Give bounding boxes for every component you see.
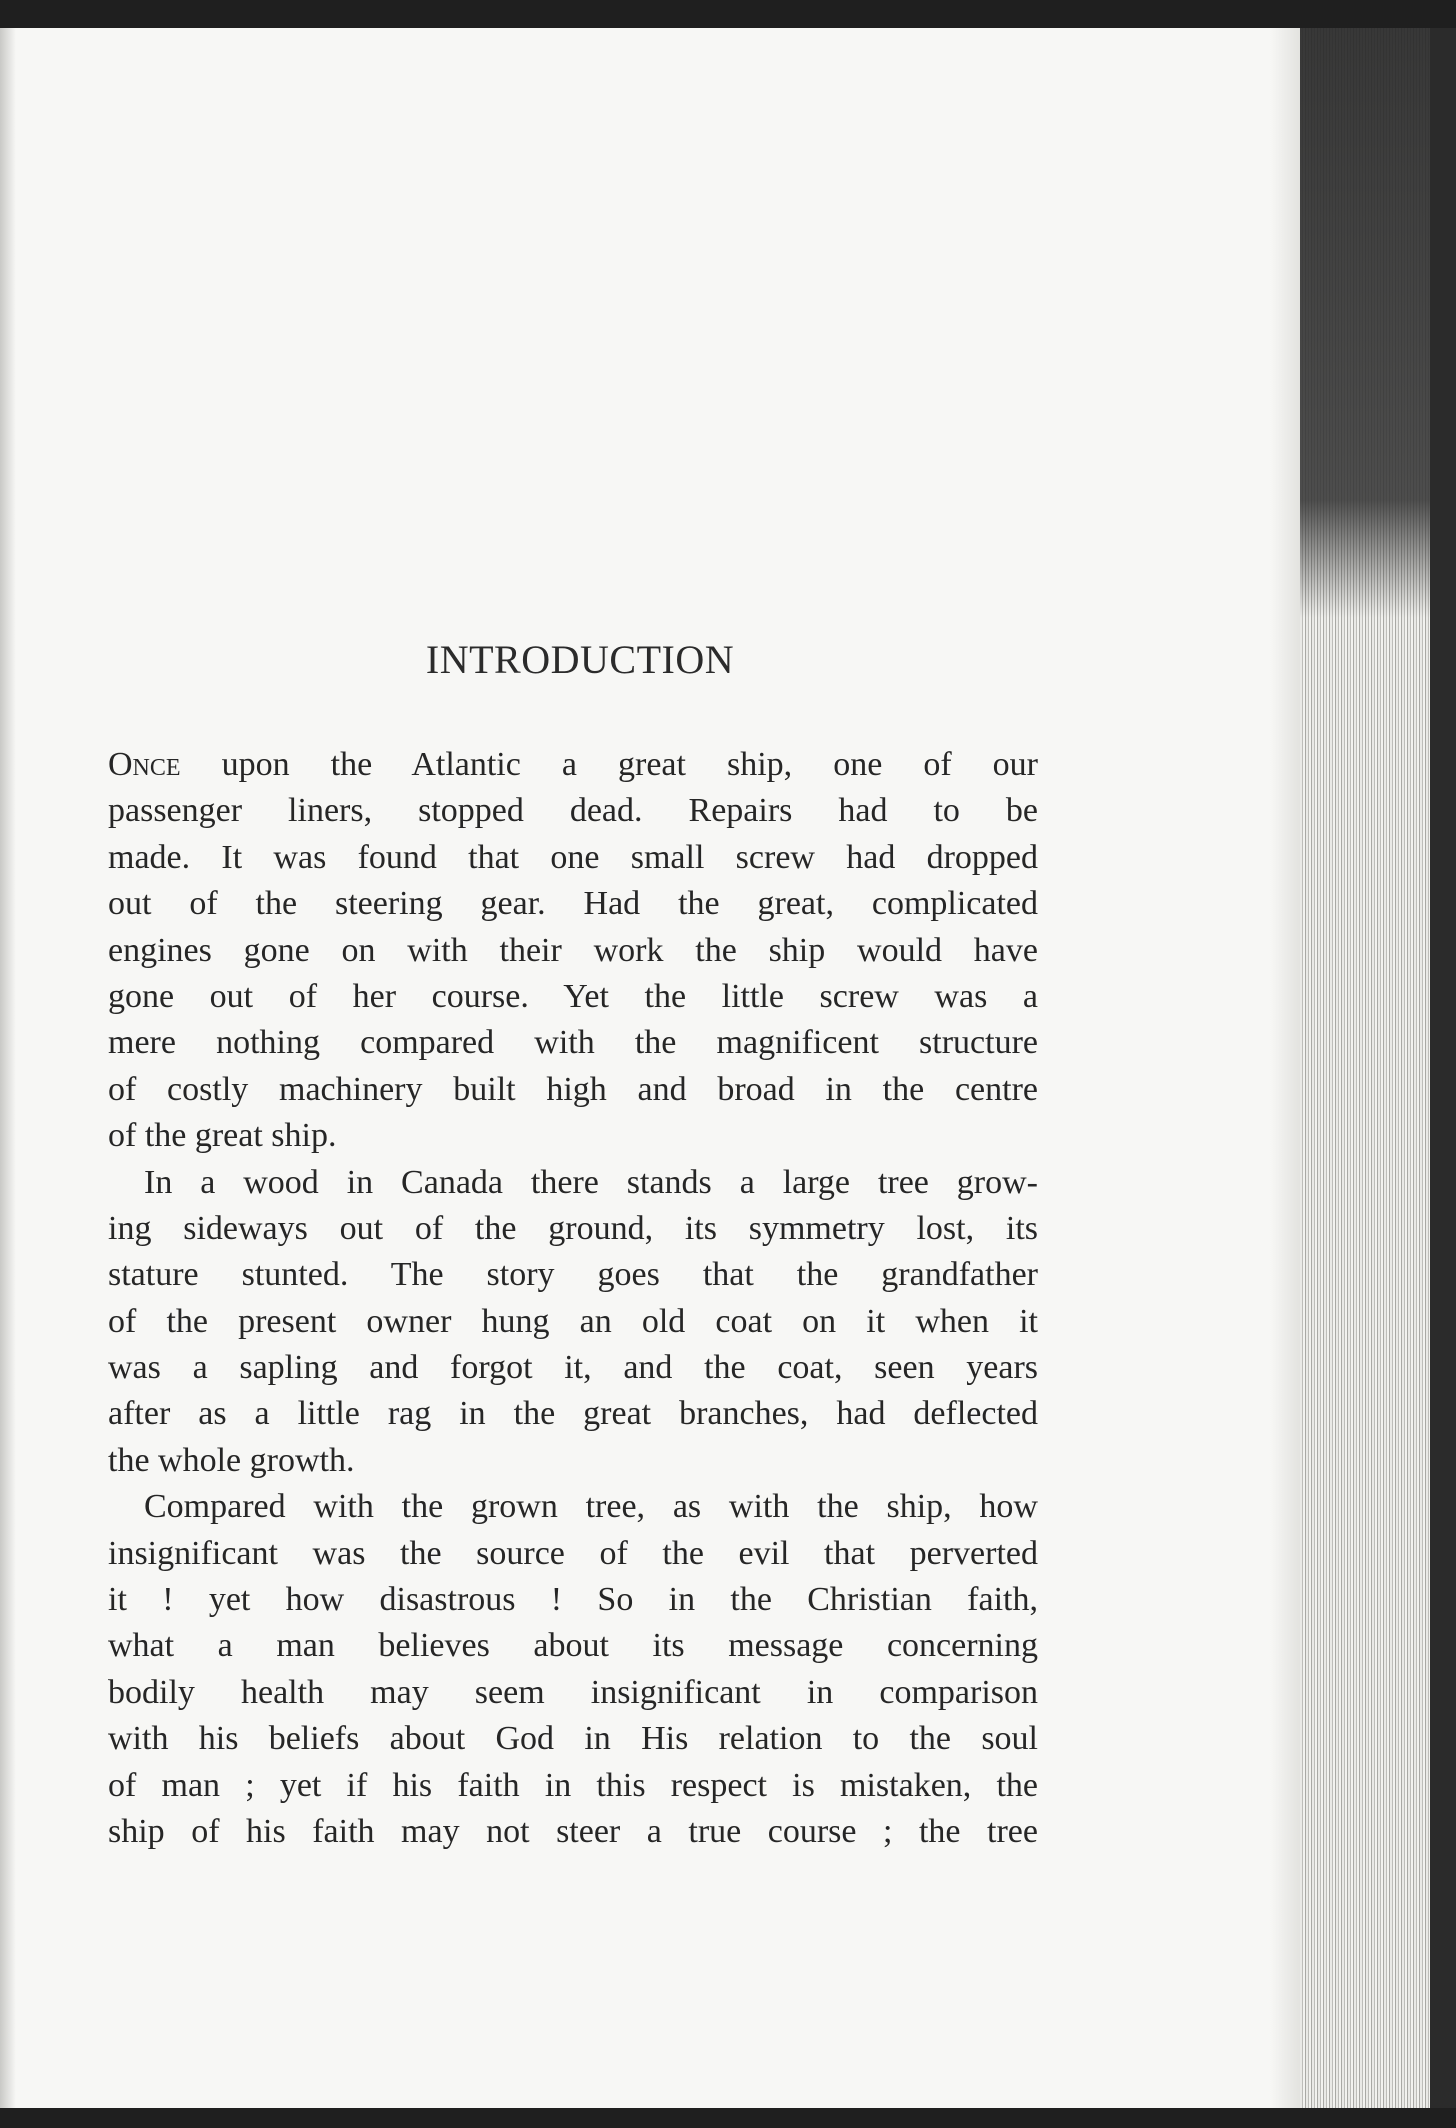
text-line: ship of his faith may not steer a true course ; the tree bbox=[108, 1812, 1038, 1850]
text-line: was a sapling and forgot it, and the coat, seen years bbox=[108, 1349, 1038, 1387]
text-line: insignificant was the source of the evil that perverted bbox=[108, 1534, 1038, 1572]
text-line: made. It was found that one small screw had dropped bbox=[108, 838, 1038, 876]
chapter-title: INTRODUCTION bbox=[425, 637, 735, 682]
text-line: after as a little rag in the great branches, had deflected bbox=[108, 1395, 1038, 1433]
book-edge-shadow bbox=[1300, 28, 1430, 618]
text-line: passenger liners, stopped dead. Repairs had to be bbox=[108, 792, 1038, 830]
text-line: Once upon the Atlantic a great ship, one of our bbox=[108, 746, 1038, 783]
text-line: of costly machinery built high and broad in the centre bbox=[108, 1070, 1038, 1108]
text-line: ing sideways out of the ground, its symmetry lost, its bbox=[108, 1209, 1038, 1247]
text-line: it ! yet how disastrous ! So in the Christian faith, bbox=[108, 1581, 1038, 1619]
text-line: Compared with the grown tree, as with the ship, how bbox=[144, 1488, 1038, 1526]
text-line: what a man believes about its message concerning bbox=[108, 1627, 1038, 1665]
text-line: In a wood in Canada there stands a large tree grow- bbox=[144, 1163, 1038, 1201]
text-line: stature stunted. The story goes that the grandfather bbox=[108, 1256, 1038, 1294]
text-line: of the great ship. bbox=[108, 1117, 337, 1155]
body-text bbox=[108, 742, 1038, 1855]
scan-right-border bbox=[1430, 28, 1456, 2108]
scan-top-border bbox=[0, 0, 1456, 28]
text-line: out of the steering gear. Had the great, complicated bbox=[108, 885, 1038, 923]
text-line: the whole growth. bbox=[108, 1441, 355, 1479]
page-left-shadow bbox=[0, 22, 16, 2112]
scan-bottom-border bbox=[0, 2108, 1456, 2128]
text-line: with his beliefs about God in His relation to the soul bbox=[108, 1720, 1038, 1758]
lead-word: Once bbox=[108, 746, 181, 783]
text-line: gone out of her course. Yet the little screw was a bbox=[108, 977, 1038, 1015]
text-line: engines gone on with their work the ship would have bbox=[108, 931, 1038, 969]
text-line: mere nothing compared with the magnificent structure bbox=[108, 1024, 1038, 1062]
text-line: of man ; yet if his faith in this respect is mistaken, the bbox=[108, 1766, 1038, 1804]
text-line: bodily health may seem insignificant in comparison bbox=[108, 1673, 1038, 1711]
text-line: of the present owner hung an old coat on it when it bbox=[108, 1302, 1038, 1340]
